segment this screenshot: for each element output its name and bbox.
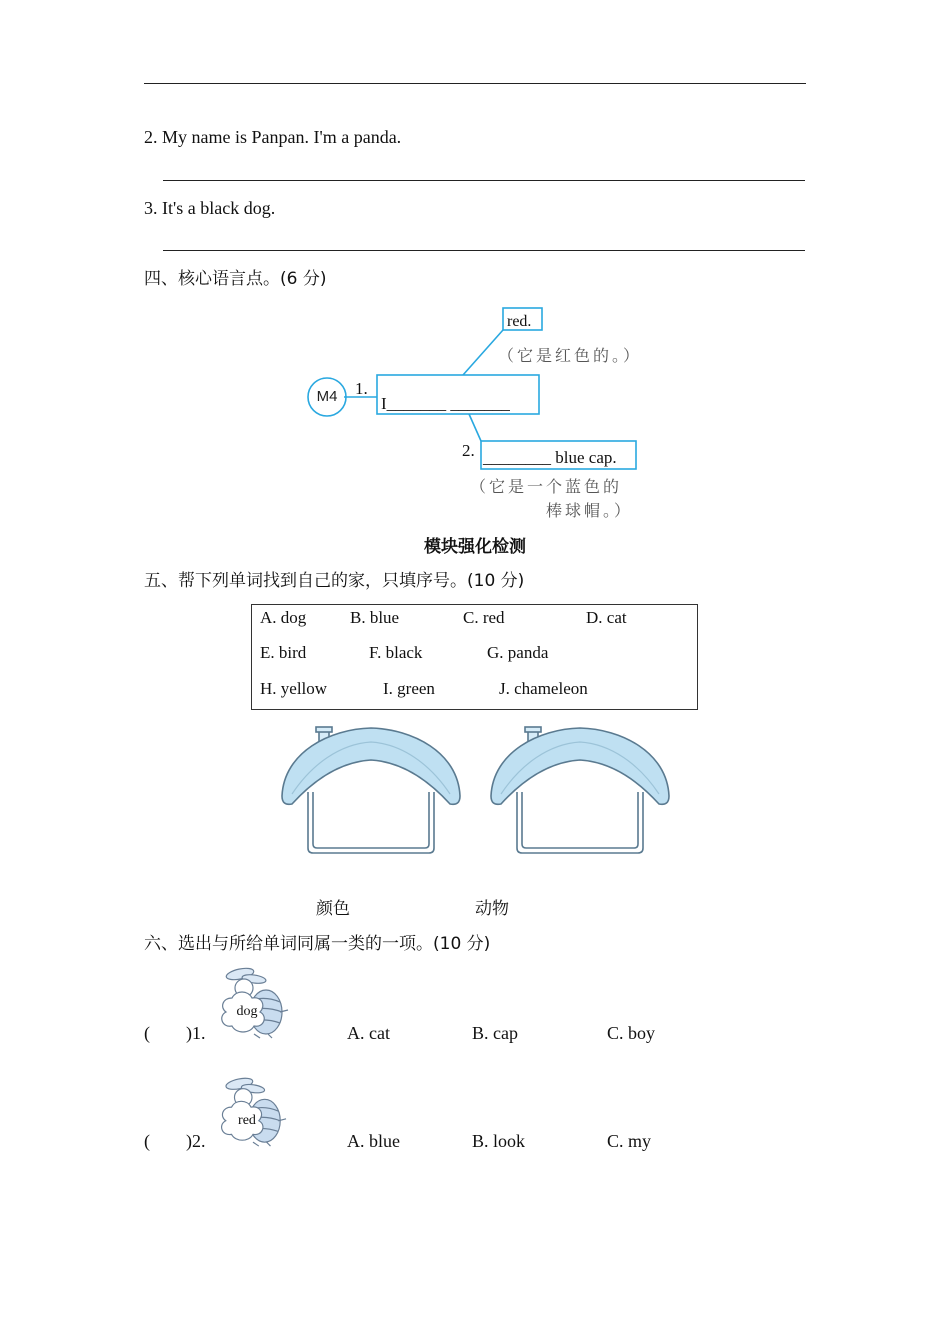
word-option: I. green [383, 679, 435, 698]
word-option: G. panda [487, 643, 549, 662]
item-3: 3. It's a black dog. [144, 198, 276, 218]
answer-line-1 [144, 83, 806, 84]
module-title: 模块强化检测 [424, 537, 526, 557]
word-option: C. red [463, 608, 505, 627]
bee-icon [214, 966, 292, 1040]
word-option: D. cat [586, 608, 627, 627]
map-connector-bottom [469, 414, 481, 441]
section-5-heading: 五、帮下列单词找到自己的家，只填序号。(10 分) [144, 571, 525, 591]
branch-1-number: 1. [355, 379, 368, 398]
branch-1-text[interactable]: I_______ _______ [381, 394, 510, 413]
word-option: A. dog [260, 608, 307, 627]
answer-line-2[interactable] [163, 180, 805, 181]
house-colors[interactable] [278, 724, 464, 858]
item-2: 2. My name is Panpan. I'm a panda. [144, 127, 402, 147]
question-1-option-b[interactable]: B. cap [472, 1023, 518, 1043]
word-option: B. blue [350, 608, 400, 627]
section-4-heading: 四、核心语言点。(6 分) [144, 269, 327, 289]
top-hint: （它是红色的。） [498, 346, 643, 365]
question-1-bracket[interactable]: ( )1. [144, 1023, 206, 1043]
question-2-option-b[interactable]: B. look [472, 1131, 526, 1151]
question-1-option-a[interactable]: A. cat [347, 1023, 390, 1043]
top-box-text: red. [507, 313, 532, 330]
house-animals[interactable] [487, 724, 673, 858]
bottom-hint-line-1: （它是一个蓝色的 [470, 477, 623, 496]
bee-icon [214, 1076, 290, 1148]
word-option: H. yellow [260, 679, 328, 698]
section-6-heading: 六、选出与所给单词同属一类的一项。(10 分) [144, 934, 491, 954]
branch-2-text[interactable]: ________ blue cap. [483, 448, 617, 467]
map-node-label: M4 [316, 388, 338, 405]
question-2-bracket[interactable]: ( )2. [144, 1131, 206, 1151]
map-connector-top [463, 330, 503, 375]
word-option: J. chameleon [499, 679, 588, 698]
answer-line-3[interactable] [163, 250, 805, 251]
house-label-animals: 动物 [475, 899, 509, 919]
question-2-option-c[interactable]: C. my [607, 1131, 652, 1151]
house-label-colors: 颜色 [316, 899, 350, 919]
branch-2-number: 2. [462, 441, 475, 460]
word-option: E. bird [260, 643, 307, 662]
word-option: F. black [369, 643, 423, 662]
bottom-hint-line-2: 棒球帽。） [546, 501, 634, 520]
question-1-option-c[interactable]: C. boy [607, 1023, 656, 1043]
question-2-option-a[interactable]: A. blue [347, 1131, 400, 1151]
question-1-word: dog [236, 1004, 258, 1019]
question-2-word: red [238, 1113, 256, 1128]
